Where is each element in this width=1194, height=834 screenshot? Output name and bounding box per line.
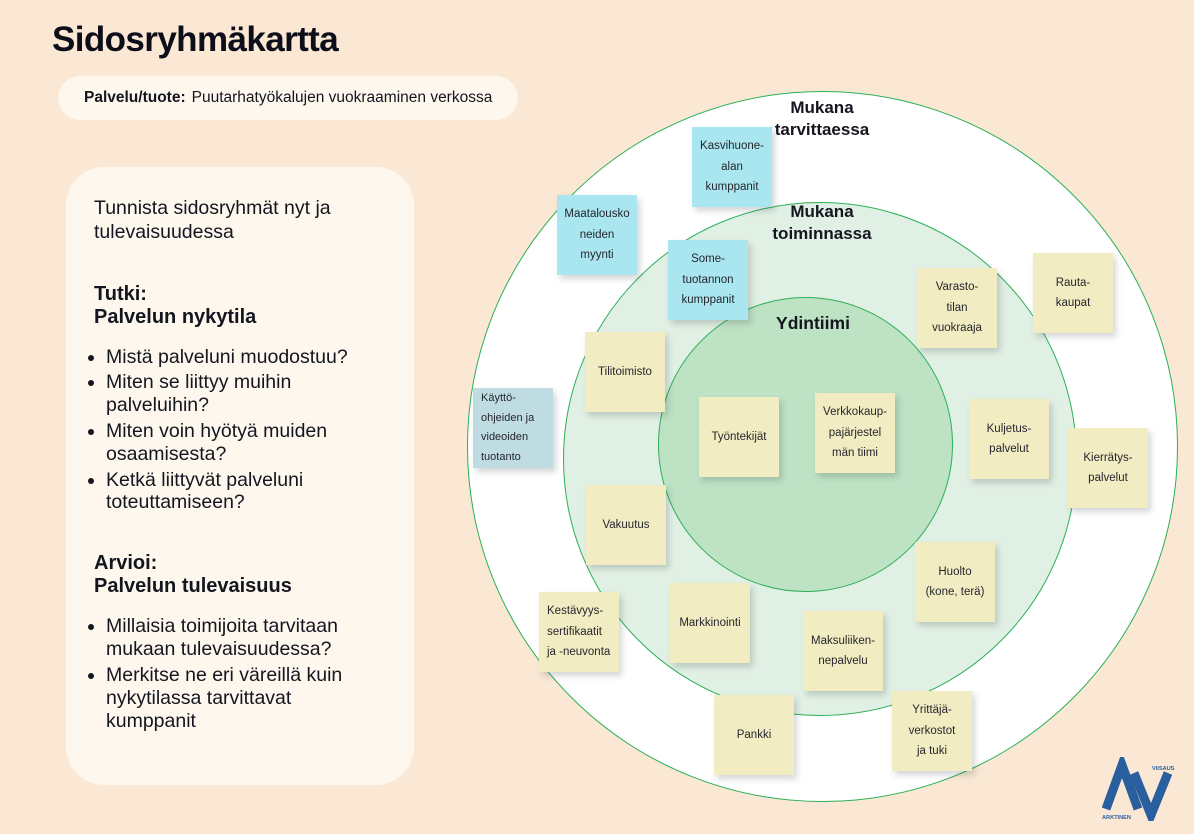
sticky-note-kestavyys-sertifikaatit-ja-neuvonta[interactable] xyxy=(539,592,619,672)
sticky-note-kasvihuone-alan-kumppanit[interactable] xyxy=(692,127,772,207)
sticky-note-line: pajärjestel xyxy=(828,426,882,439)
sticky-note-line: tuotannon xyxy=(682,273,734,286)
sticky-note-line: kumppanit xyxy=(681,294,735,307)
sticky-note-line: ohjeiden ja xyxy=(481,411,535,424)
page-title: Sidosryhmäkartta xyxy=(52,20,339,59)
bullet-list-tulevaisuus xyxy=(86,615,386,732)
sticky-note-line: videoiden xyxy=(481,431,529,443)
sticky-note-vakuutus[interactable] xyxy=(586,485,666,565)
logo-wordmark-top: VIISAUS xyxy=(1152,766,1175,772)
sticky-note-line: alan xyxy=(721,160,743,173)
sticky-note-line: Pankki xyxy=(736,728,772,741)
sticky-note-line: Some- xyxy=(691,253,725,266)
bullet-item: • Miten se liittyy muihin palveluihin? xyxy=(106,371,386,417)
section-tutki xyxy=(94,283,386,515)
ring-label-line: tarvittaessa xyxy=(774,119,870,139)
sticky-note-line: Kasvihuone- xyxy=(700,140,764,153)
ring-label-mukana-tarvittaessa xyxy=(775,97,870,141)
sticky-note-yrittaja-verkostot-ja-tuki[interactable] xyxy=(892,691,972,771)
logo-letter-a xyxy=(1106,765,1138,809)
heading-line: Palvelun nykytila xyxy=(94,305,257,328)
sticky-note-maksuliikennepalvelu[interactable] xyxy=(803,611,883,691)
section-tutki-heading xyxy=(94,283,386,329)
bullet-list-nykytila xyxy=(86,346,386,515)
sticky-note-kaytto-ohjeiden-ja-videoiden-tuotanto[interactable] xyxy=(473,388,553,468)
ring-label-line: Mukana xyxy=(790,98,854,117)
bullet-item: • Mistä palveluni muodostuu? xyxy=(106,346,386,369)
sticky-note-line: Yrittäjä- xyxy=(912,704,952,717)
logo-wordmark-bottom: ARKTINEN xyxy=(1102,815,1131,821)
sticky-note-huolto-kone-tera[interactable] xyxy=(915,542,995,622)
sticky-note-line: Kestävyys- xyxy=(547,605,604,618)
sticky-note-kuljetuspalvelut[interactable] xyxy=(969,399,1049,479)
sticky-note-line: Verkkokaup- xyxy=(823,406,887,419)
heading-line: Palvelun tulevaisuus xyxy=(94,575,292,598)
sticky-note-line: kaupat xyxy=(1055,297,1091,309)
sticky-note-tilitoimisto[interactable] xyxy=(585,332,665,412)
sticky-note-line: män tiimi xyxy=(831,447,878,460)
sticky-note-line: tuotanto xyxy=(481,450,521,463)
sticky-note-line: Tilitoimisto xyxy=(598,365,652,378)
sticky-note-pankki[interactable] xyxy=(714,695,794,775)
section-arvioi-heading xyxy=(94,552,386,598)
ring-label-line: toiminnassa xyxy=(772,223,872,243)
sticky-note-line: tilan xyxy=(946,301,968,314)
sticky-note-line: sertifikaatit xyxy=(547,625,602,638)
ring-label-line: Mukana xyxy=(790,202,854,221)
bullet-item: • Miten voin hyötyä muiden osaamisesta? xyxy=(106,420,386,466)
sticky-note-line: Käyttö- xyxy=(481,392,516,404)
panel-intro: Tunnista sidosryhmät nyt ja tulevaisuudessa xyxy=(94,197,331,243)
sticky-note-line: verkostot xyxy=(908,724,956,737)
sticky-note-line: Varasto- xyxy=(935,281,979,294)
service-pill xyxy=(58,76,518,120)
sticky-note-tyontekijat[interactable] xyxy=(699,397,779,477)
sticky-note-line: palvelut xyxy=(989,443,1029,455)
service-value: Puutarhatyökalujen vuokraaminen verkossa xyxy=(191,89,493,106)
sticky-note-kierratyspalvelut[interactable] xyxy=(1068,428,1148,508)
ring-label-ydintiimi xyxy=(776,312,850,334)
sticky-note-line: vuokraaja xyxy=(932,322,982,335)
sticky-note-line: Työntekijät xyxy=(711,430,767,443)
sticky-note-rautakaupat[interactable] xyxy=(1033,253,1113,333)
sticky-note-line: palvelut xyxy=(1088,472,1128,484)
heading-line: Tutki: xyxy=(94,282,147,305)
sticky-note-line: ja -neuvonta xyxy=(547,646,611,659)
sticky-note-line: Vakuutus xyxy=(602,518,650,531)
sticky-note-line: Rauta- xyxy=(1055,276,1091,289)
sticky-note-markkinointi[interactable] xyxy=(670,583,750,663)
sticky-note-line: Kuljetus- xyxy=(986,422,1032,435)
sticky-note-line: nepalvelu xyxy=(818,655,868,667)
sticky-note-maatalouskoneiden-myynti[interactable] xyxy=(557,195,637,275)
ring-label-line: Ydintiimi xyxy=(776,313,850,333)
arktinen-viisaus-logo xyxy=(1098,757,1176,821)
bullet-item: • Merkitse ne eri väreillä kuin nykytilassa tarvittavat kumppanit xyxy=(106,664,386,732)
bullet-item: • Ketkä liittyvät palveluni toteuttamiseen? xyxy=(106,469,386,515)
service-label: Palvelu/tuote: xyxy=(84,89,186,106)
sticky-note-some-tuotannon-kumppanit[interactable] xyxy=(668,240,748,320)
bullet-item: • Millaisia toimijoita tarvitaan mukaan tulevaisuudessa? xyxy=(106,615,386,661)
sticky-note-line: Maksuliiken- xyxy=(811,634,875,647)
sticky-note-line: neiden xyxy=(579,228,615,241)
sticky-note-line: Huolto xyxy=(938,565,972,578)
sticky-note-line: (kone, terä) xyxy=(925,586,985,598)
heading-line: Arvioi: xyxy=(94,552,158,575)
ring-label-mukana-toiminnassa xyxy=(772,201,871,245)
logo-letter-v xyxy=(1134,773,1168,815)
sticky-note-line: ja tuki xyxy=(916,745,948,758)
instructions-panel xyxy=(66,167,414,785)
sticky-note-verkkokauppajarjestelman-tiimi[interactable] xyxy=(815,393,895,473)
sticky-note-line: Maatalousko xyxy=(564,208,630,221)
sticky-note-line: Markkinointi xyxy=(679,616,741,629)
sticky-note-line: Kierrätys- xyxy=(1083,451,1133,464)
sticky-note-varastotilan-vuokraaja[interactable] xyxy=(917,268,997,348)
section-arvioi xyxy=(94,552,386,732)
sticky-note-line: myynti xyxy=(580,249,614,262)
sticky-note-line: kumppanit xyxy=(705,181,759,194)
